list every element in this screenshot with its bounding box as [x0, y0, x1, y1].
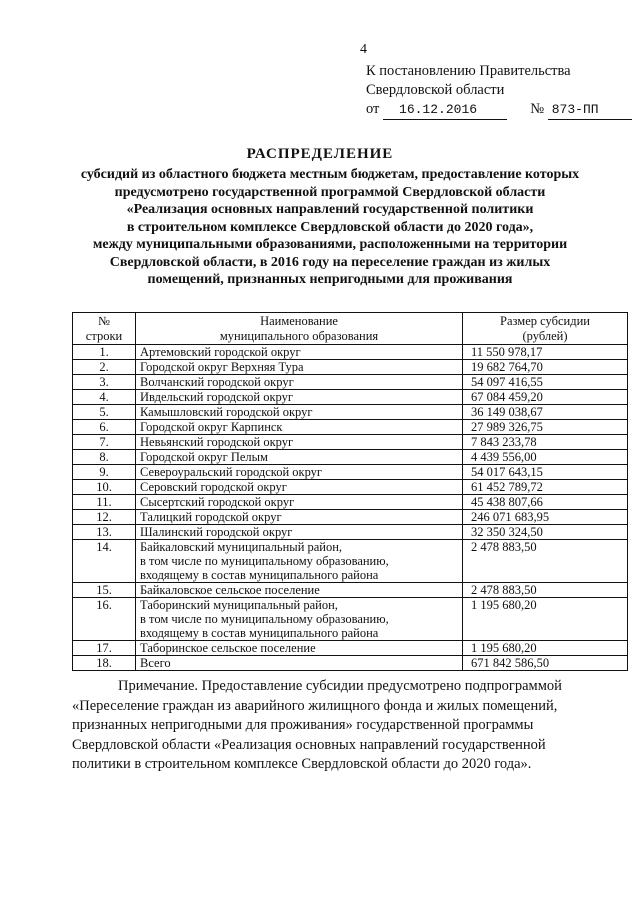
municipality-name-line: Артемовский городской округ	[140, 345, 301, 359]
subsidy-amount: 54 017 643,15	[463, 465, 628, 480]
municipality-name	[136, 510, 463, 525]
subsidy-amount: 54 097 416,55	[463, 375, 628, 390]
row-number: 7.	[73, 435, 136, 450]
subsidy-amount: 11 550 978,17	[463, 345, 628, 360]
subsidy-amount: 1 195 680,20	[463, 598, 628, 641]
table-row	[73, 656, 628, 671]
municipality-name-line: Байкаловский муниципальный район,	[140, 540, 343, 554]
row-number: 5.	[73, 405, 136, 420]
municipality-name-line: Таборинское сельское поселение	[140, 641, 316, 655]
resolution-number: 873-ПП	[548, 100, 632, 120]
municipality-name	[136, 525, 463, 540]
table-row	[73, 465, 628, 480]
municipality-name	[136, 641, 463, 656]
municipality-name	[136, 583, 463, 598]
municipality-name	[136, 375, 463, 390]
row-number: 13.	[73, 525, 136, 540]
header-amount	[463, 313, 628, 345]
resolution-header	[366, 62, 632, 120]
resolution-date: 16.12.2016	[383, 100, 507, 120]
municipality-name-line: Волчанский городской округ	[140, 375, 294, 389]
subsidy-amount: 671 842 586,50	[463, 656, 628, 671]
page-number: 4	[360, 42, 367, 57]
table-row	[73, 495, 628, 510]
row-number: 3.	[73, 375, 136, 390]
municipality-name	[136, 495, 463, 510]
header-name	[136, 313, 463, 345]
subtitle-line: «Реализация основных направлений государственной политики	[126, 202, 534, 217]
municipality-name-line: в том числе по муниципальному образованию,	[140, 554, 389, 568]
row-number: 1.	[73, 345, 136, 360]
subsidy-table	[72, 312, 628, 671]
note-line: «Переселение граждан из аварийного жилищного фонда и жилых помещений,	[72, 697, 558, 714]
subsidy-amount: 2 478 883,50	[463, 583, 628, 598]
row-number: 14.	[73, 540, 136, 583]
table-row	[73, 598, 628, 641]
table-body	[73, 345, 628, 671]
subtitle-line: Свердловской области, в 2016 году на переселение граждан из жилых	[109, 254, 551, 270]
row-number: 15.	[73, 583, 136, 598]
number-prefix: №	[530, 101, 545, 117]
subtitle-line: помещений, признанных непригодными для проживания	[147, 272, 513, 287]
municipality-name-line: Талицкий городской округ	[140, 510, 282, 524]
municipality-name-line: Всего	[140, 656, 171, 670]
row-number: 10.	[73, 480, 136, 495]
subtitle-line: в строительном комплексе Свердловской области до 2020 года»,	[126, 219, 534, 235]
row-number: 17.	[73, 641, 136, 656]
subsidy-amount: 32 350 324,50	[463, 525, 628, 540]
header-name-line-2: муниципального образования	[219, 329, 379, 343]
municipality-name-line: входящему в состав муниципального района	[140, 626, 379, 640]
subsidy-amount: 246 071 683,95	[463, 510, 628, 525]
table-row	[73, 480, 628, 495]
header-num-line-2: строки	[85, 329, 123, 343]
municipality-name	[136, 420, 463, 435]
municipality-name-line: в том числе по муниципальному образованию,	[140, 612, 389, 626]
municipality-name	[136, 390, 463, 405]
table-header-row	[73, 313, 628, 345]
note-line: Свердловской области «Реализация основных направлений государственной	[72, 736, 546, 753]
municipality-name	[136, 598, 463, 641]
table-row	[73, 435, 628, 450]
municipality-name-line: Байкаловское сельское поселение	[140, 583, 320, 597]
municipality-name-line: входящему в состав муниципального района	[140, 568, 379, 582]
municipality-name	[136, 345, 463, 360]
table-row	[73, 390, 628, 405]
subsidy-amount: 4 439 556,00	[463, 450, 628, 465]
subsidy-amount: 7 843 233,78	[463, 435, 628, 450]
note-line: Примечание. Предоставление субсидии предусмотрено подпрограммой	[118, 678, 562, 694]
subsidy-amount: 19 682 764,70	[463, 360, 628, 375]
subtitle-line: субсидий из областного бюджета местным бюджетам, предоставление которых	[80, 167, 580, 182]
subtitle-line: между муниципальными образованиями, расположенными на территории	[92, 237, 568, 252]
municipality-name-line: Невьянский городской округ	[140, 435, 294, 449]
subtitle-line: предусмотрено государственной программой Свердловской области	[114, 184, 546, 200]
note	[72, 677, 612, 775]
header-date-line	[366, 100, 632, 120]
municipality-name-line: Городской округ Карпинск	[140, 420, 283, 434]
subsidy-amount: 1 195 680,20	[463, 641, 628, 656]
document-title: РАСПРЕДЕЛЕНИЕ	[246, 146, 394, 162]
municipality-name	[136, 465, 463, 480]
municipality-name	[136, 656, 463, 671]
table-row	[73, 360, 628, 375]
municipality-name-line: Городской округ Верхняя Тура	[140, 360, 304, 374]
table-row	[73, 375, 628, 390]
table-row	[73, 450, 628, 465]
subsidy-amount: 67 084 459,20	[463, 390, 628, 405]
header-amount-line-1: Размер субсидии	[500, 314, 590, 328]
municipality-name	[136, 360, 463, 375]
municipality-name-line: Сысертский городской округ	[140, 495, 295, 509]
municipality-name	[136, 405, 463, 420]
header-num-line-1: №	[98, 314, 110, 328]
note-line: политики в строительном комплексе Свердловской области до 2020 года».	[72, 756, 532, 772]
municipality-name-line: Шалинский городской округ	[140, 525, 293, 539]
header-line-1: К постановлению Правительства	[366, 63, 571, 79]
table-row	[73, 345, 628, 360]
document-subtitle	[60, 166, 600, 289]
municipality-name-line: Городской округ Пелым	[140, 450, 268, 464]
table-row	[73, 641, 628, 656]
row-number: 16.	[73, 598, 136, 641]
municipality-name	[136, 540, 463, 583]
table-row	[73, 540, 628, 583]
municipality-name	[136, 480, 463, 495]
municipality-name-line: Камышловский городской округ	[140, 405, 313, 419]
row-number: 2.	[73, 360, 136, 375]
municipality-name-line: Таборинский муниципальный район,	[140, 598, 338, 612]
row-number: 9.	[73, 465, 136, 480]
subsidy-amount: 61 452 789,72	[463, 480, 628, 495]
subsidy-amount: 27 989 326,75	[463, 420, 628, 435]
date-prefix: от	[366, 101, 380, 117]
table-row	[73, 510, 628, 525]
municipality-name-line: Серовский городской округ	[140, 480, 287, 494]
header-amount-line-2: (рублей)	[522, 329, 568, 343]
municipality-name-line: Североуральский городской округ	[140, 465, 323, 479]
municipality-name-line: Ивдельский городской округ	[140, 390, 293, 404]
table-row	[73, 420, 628, 435]
table-row	[73, 583, 628, 598]
subsidy-amount: 45 438 807,66	[463, 495, 628, 510]
row-number: 11.	[73, 495, 136, 510]
table-row	[73, 525, 628, 540]
municipality-name	[136, 435, 463, 450]
municipality-name	[136, 450, 463, 465]
row-number: 18.	[73, 656, 136, 671]
row-number: 6.	[73, 420, 136, 435]
subsidy-amount: 2 478 883,50	[463, 540, 628, 583]
row-number: 4.	[73, 390, 136, 405]
subsidy-amount: 36 149 038,67	[463, 405, 628, 420]
table-row	[73, 405, 628, 420]
header-name-line-1: Наименование	[260, 314, 338, 328]
row-number: 8.	[73, 450, 136, 465]
note-line: признанных непригодными для проживания» государственной программы	[72, 717, 534, 733]
row-number: 12.	[73, 510, 136, 525]
header-num	[73, 313, 136, 345]
header-line-2: Свердловской области	[366, 82, 505, 98]
